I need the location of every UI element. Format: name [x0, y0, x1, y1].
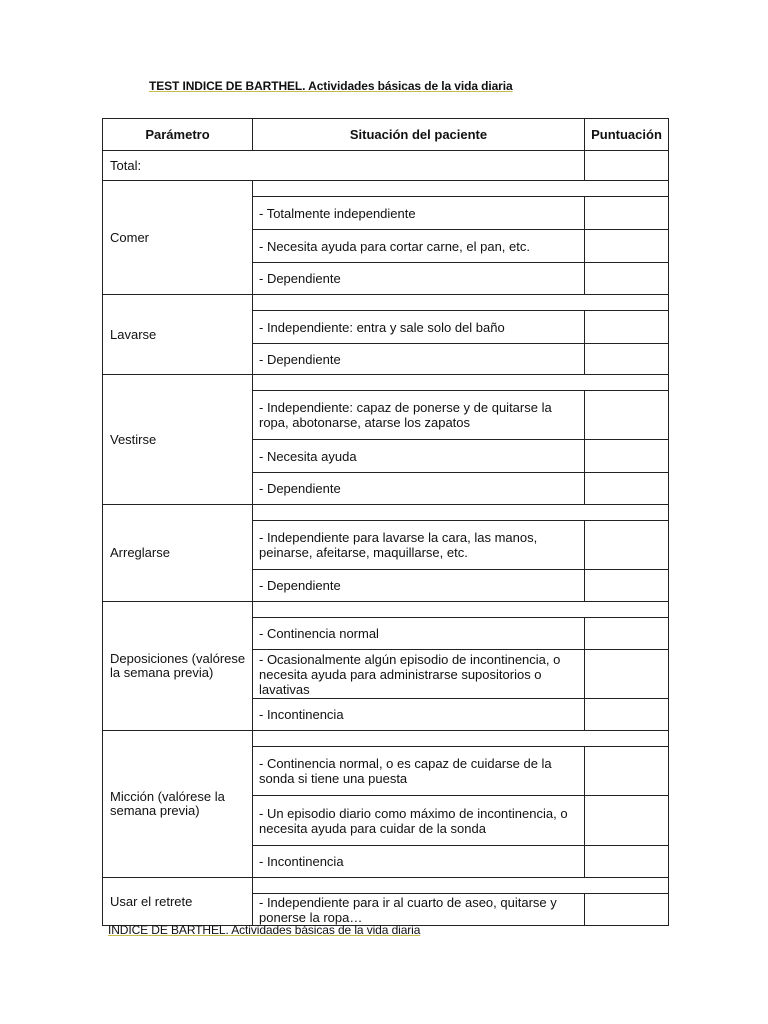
- score-cell[interactable]: [585, 618, 668, 649]
- param-label: Vestirse: [103, 375, 253, 504]
- score-cell[interactable]: [585, 747, 668, 795]
- score-cell[interactable]: [585, 894, 668, 925]
- table-row: [253, 262, 668, 294]
- table-row: [253, 649, 668, 698]
- document-title: TEST INDICE DE BARTHEL. Actividades básicas de la vida diaria: [149, 79, 513, 93]
- table-row: [253, 472, 668, 504]
- spacer-row: [253, 602, 668, 617]
- table-row: [253, 617, 668, 649]
- situation-text: - Continencia normal, o es capaz de cuidarse de la sonda si tiene una puesta: [253, 747, 585, 795]
- table-header-row: [103, 119, 668, 150]
- situation-text: - Necesita ayuda: [253, 440, 585, 472]
- param-label: Comer: [103, 181, 253, 294]
- table-row: [253, 569, 668, 601]
- group-deposiciones: [103, 601, 668, 730]
- spacer-row: [253, 375, 668, 390]
- spacer-row: [253, 731, 668, 746]
- score-cell[interactable]: [585, 230, 668, 262]
- header-param: Parámetro: [103, 119, 253, 150]
- score-cell[interactable]: [585, 263, 668, 294]
- total-label: Total:: [103, 151, 585, 180]
- score-cell[interactable]: [585, 650, 668, 698]
- situation-text: - Dependiente: [253, 473, 585, 504]
- table-row: [253, 845, 668, 877]
- spacer-row: [253, 295, 668, 310]
- situation-text: - Dependiente: [253, 344, 585, 374]
- header-situation: Situación del paciente: [253, 119, 585, 150]
- table-row: [253, 343, 668, 374]
- situation-text: - Dependiente: [253, 263, 585, 294]
- document-footer: INDICE DE BARTHEL. Actividades básicas de la vida diaria: [108, 923, 421, 937]
- table-row: [253, 439, 668, 472]
- situation-text: - Totalmente independiente: [253, 197, 585, 229]
- param-label: Micción (valórese la semana previa): [103, 731, 253, 877]
- param-label: Arreglarse: [103, 505, 253, 601]
- table-row: [253, 893, 668, 925]
- situation-text: - Necesita ayuda para cortar carne, el pan, etc.: [253, 230, 585, 262]
- situation-text: - Ocasionalmente algún episodio de incontinencia, o necesita ayuda para administrarse supositorios o lavativas: [253, 650, 585, 698]
- score-cell[interactable]: [585, 473, 668, 504]
- score-cell[interactable]: [585, 391, 668, 439]
- table-row: [253, 746, 668, 795]
- spacer-row: [253, 505, 668, 520]
- table-row: [253, 229, 668, 262]
- situation-text: - Independiente para lavarse la cara, las manos, peinarse, afeitarse, maquillarse, etc.: [253, 521, 585, 569]
- table-row: [253, 795, 668, 845]
- group-vestirse: [103, 374, 668, 504]
- param-label: Deposiciones (valórese la semana previa): [103, 602, 253, 730]
- group-lavarse: [103, 294, 668, 374]
- total-score-cell[interactable]: [585, 151, 668, 180]
- score-cell[interactable]: [585, 846, 668, 877]
- group-comer: [103, 180, 668, 294]
- score-cell[interactable]: [585, 521, 668, 569]
- situation-text: - Dependiente: [253, 570, 585, 601]
- situation-text: - Independiente: entra y sale solo del baño: [253, 311, 585, 343]
- header-score: Puntuación: [591, 127, 662, 142]
- situation-text: - Incontinencia: [253, 699, 585, 730]
- param-label: Lavarse: [103, 295, 253, 374]
- score-cell[interactable]: [585, 699, 668, 730]
- situation-text: - Independiente: capaz de ponerse y de quitarse la ropa, abotonarse, atarse los zapatos: [253, 391, 585, 439]
- score-cell[interactable]: [585, 440, 668, 472]
- table-row: [253, 310, 668, 343]
- spacer-row: [253, 181, 668, 196]
- group-miccion: [103, 730, 668, 877]
- situation-text: - Continencia normal: [253, 618, 585, 649]
- spacer-row: [253, 878, 668, 893]
- group-retrete: [103, 877, 668, 925]
- table-row: [253, 390, 668, 439]
- score-cell[interactable]: [585, 570, 668, 601]
- param-label: Usar el retrete: [103, 878, 253, 925]
- situation-text: - Incontinencia: [253, 846, 585, 877]
- situation-text: - Un episodio diario como máximo de incontinencia, o necesita ayuda para cuidar de la sonda: [253, 796, 585, 845]
- barthel-table: [102, 118, 669, 926]
- total-row: [103, 150, 668, 180]
- table-row: [253, 520, 668, 569]
- table-row: [253, 698, 668, 730]
- situation-text: - Independiente para ir al cuarto de aseo, quitarse y ponerse la ropa…: [253, 894, 585, 925]
- group-arreglarse: [103, 504, 668, 601]
- table-row: [253, 196, 668, 229]
- score-cell[interactable]: [585, 344, 668, 374]
- score-cell[interactable]: [585, 796, 668, 845]
- score-cell[interactable]: [585, 311, 668, 343]
- score-cell[interactable]: [585, 197, 668, 229]
